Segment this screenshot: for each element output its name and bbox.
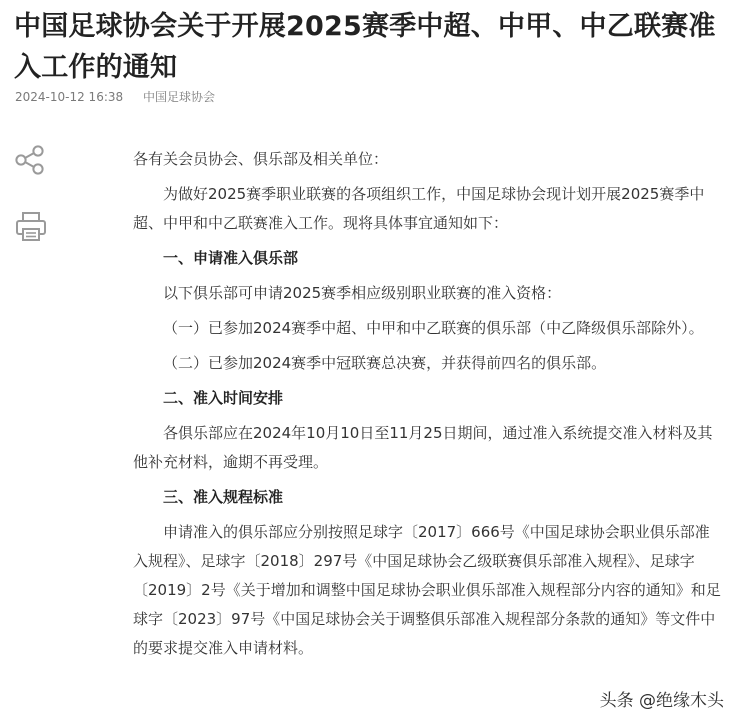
section-heading-3: 三、准入规程标准 [163, 488, 284, 506]
section1-item-2: （二）已参加2024赛季中冠联赛总决赛，并获得前四名的俱乐部。 [163, 354, 607, 372]
article-body [133, 145, 723, 669]
share-icon [14, 143, 48, 177]
watermark: 头条 @绝缘木头 [599, 691, 724, 711]
section1-intro: 以下俱乐部可申请2025赛季相应级别职业联赛的准入资格： [163, 284, 562, 302]
section-heading-2: 二、准入时间安排 [163, 389, 284, 407]
print-button[interactable] [14, 210, 48, 244]
intro-paragraph: 为做好2025赛季职业联赛的各项组织工作，中国足球协会现计划开展2025赛季中超、中甲和中乙联赛准入工作。现将具体事宜通知如下： [133, 185, 705, 232]
article-title: 中国足球协会关于开展2025赛季中超、中甲、中乙联赛准入工作的通知 [14, 11, 716, 83]
section3-text: 申请准入的俱乐部应分别按照足球字〔2017〕666号《中国足球协会职业俱乐部准入规程》、足球字〔2018〕297号《中国足球协会乙级联赛俱乐部准入规程》、足球字〔2019〕2号《关于增加和调整中国足球协会职业俱乐部准入规程部分内容的通知》和足球字〔2023〕97号《中国足球协会关于调整俱乐部准入规程部分条款的通知》等文件中的要求提交准入申请材料。 [133, 523, 721, 657]
section1-item-1: （一）已参加2024赛季中超、中甲和中乙联赛的俱乐部（中乙降级俱乐部除外）。 [163, 319, 704, 337]
section-heading-1: 一、申请准入俱乐部 [163, 249, 299, 267]
share-button[interactable] [14, 143, 48, 177]
article-source[interactable]: 中国足球协会 [142, 90, 215, 104]
printer-icon [14, 210, 48, 244]
publish-datetime: 2024-10-12 16:38 [15, 90, 124, 104]
article-meta [15, 88, 215, 106]
salutation: 各有关会员协会、俱乐部及相关单位： [133, 150, 389, 168]
section2-text: 各俱乐部应在2024年10月10日至11月25日期间，通过准入系统提交准入材料及其他补充材料，逾期不再受理。 [133, 424, 713, 471]
